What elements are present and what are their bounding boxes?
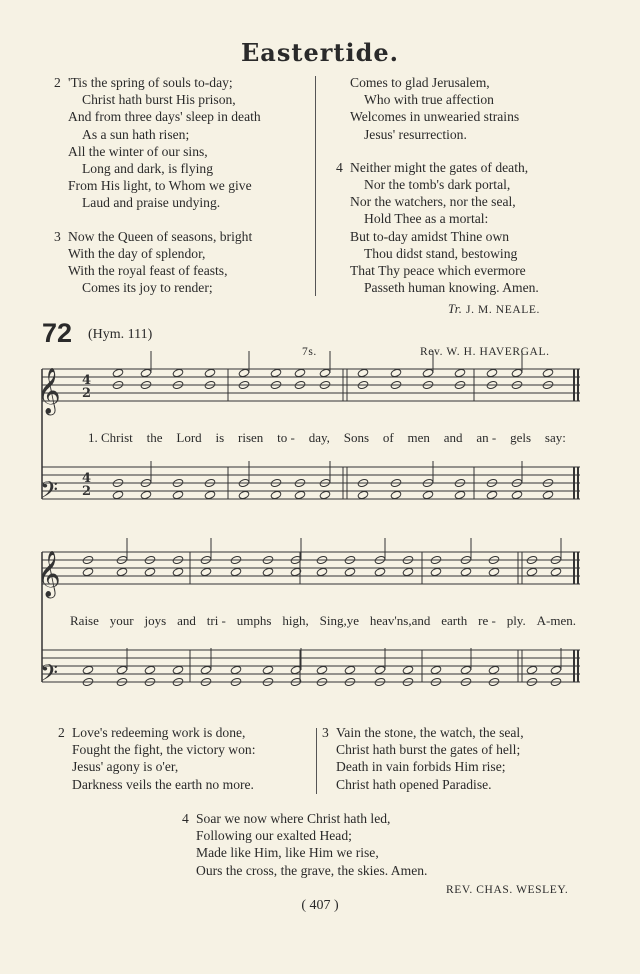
svg-text:2: 2 (82, 484, 92, 499)
note-head (116, 665, 128, 674)
note-head (172, 567, 184, 576)
note-head (390, 490, 402, 499)
note-head (422, 368, 434, 377)
note-head (486, 368, 498, 377)
svg-text:𝄞: 𝄞 (37, 368, 61, 414)
note-head (82, 665, 94, 674)
note-head (454, 368, 466, 377)
note-head (112, 490, 124, 499)
note-head (238, 490, 250, 499)
note-head (270, 368, 282, 377)
note-head (422, 490, 434, 499)
note-head (550, 665, 562, 674)
note-head (230, 567, 242, 576)
note-head (200, 567, 212, 576)
note-head (238, 368, 250, 377)
note-head (454, 490, 466, 499)
note-head (542, 490, 554, 499)
note-head (374, 567, 386, 576)
note-head (511, 368, 523, 377)
note-head (172, 490, 184, 499)
svg-text:𝄢: 𝄢 (40, 659, 59, 692)
hymn-number: 72 (42, 318, 73, 348)
note-head (204, 368, 216, 377)
note-head (526, 665, 538, 674)
note-head (140, 368, 152, 377)
note-head (319, 368, 331, 377)
note-head (270, 490, 282, 499)
note-head (357, 368, 369, 377)
note-head (200, 665, 212, 674)
meter: 7s. (302, 346, 317, 358)
stanza-3-continued: Comes to glad Jerusalem, Who with true affection Welcomes in unwearied strains Jesus' resurrection. (350, 75, 520, 142)
note-head (550, 567, 562, 576)
lyrics-line-2: Raise your joys and tri - umphs high, Sing,ye heav'ns,and earth re - ply. A-men. (70, 613, 576, 628)
svg-text:4: 4 (82, 471, 92, 486)
lyrics-line-1: 1. Christ the Lord is risen to - day, Sons of men and an - gels say: (88, 430, 566, 445)
note-head (488, 665, 500, 674)
note-head (430, 665, 442, 674)
bottom-left-column: 2 Love's redeeming work is done, Fought the fight, the victory won: Jesus' agony is o'er, Darkness veils the earth no more. (58, 725, 256, 792)
translator-credit: Tr. J. M. NEALE. (448, 302, 540, 316)
svg-text:𝄢: 𝄢 (40, 476, 59, 509)
note-head (294, 368, 306, 377)
note-head (262, 567, 274, 576)
note-head (116, 567, 128, 576)
stanza-3: 3 Now the Queen of seasons, bright With the day of splendor, With the royal feast of feasts, Comes its joy to render; (54, 228, 253, 296)
note-head (390, 368, 402, 377)
note-head (144, 665, 156, 674)
note-head (82, 567, 94, 576)
note-head (526, 567, 538, 576)
note-head (460, 665, 472, 674)
note-head (204, 490, 216, 499)
page-number: ( 407 ) (301, 898, 339, 913)
note-head (140, 490, 152, 499)
note-head (230, 665, 242, 674)
note-head (316, 665, 328, 674)
note-head (402, 567, 414, 576)
note-head (172, 665, 184, 674)
bottom-column-divider (316, 728, 317, 794)
note-head (262, 665, 274, 674)
note-head (374, 665, 386, 674)
note-head (344, 665, 356, 674)
note-head (430, 567, 442, 576)
bottom-center-stanza: 4 Soar we now where Christ hath led, Following our exalted Head; Made like Him, like Him we rise, Ours the cross, the grave, the skies. Amen. (182, 811, 428, 878)
section-title: Eastertide. (241, 38, 399, 67)
note-head (542, 368, 554, 377)
note-head (488, 567, 500, 576)
note-head (486, 490, 498, 499)
stanza-4: 4 Neither might the gates of death, Nor the tomb's dark portal, Nor the watchers, nor the seal, Hold Thee as a mortal: But to-day amidst Thine own Thou didst stand, bestowing That Thy peace which evermore Passeth human knowing. Amen. (336, 159, 539, 296)
note-head (316, 567, 328, 576)
bottom-right-column: 3 Vain the stone, the watch, the seal, Christ hath burst the gates of hell; Death in vain forbids Him rise; Christ hath opened Paradise. (322, 725, 524, 792)
note-head (294, 490, 306, 499)
note-head (112, 368, 124, 377)
composer: Rev. W. H. HAVERGAL. (420, 346, 550, 358)
note-head (511, 490, 523, 499)
hymn-reference: (Hym. 111) (88, 327, 153, 342)
note-head (172, 368, 184, 377)
note-head (319, 490, 331, 499)
note-head (402, 665, 414, 674)
svg-text:2: 2 (82, 386, 92, 401)
note-head (144, 567, 156, 576)
author-credit: REV. CHAS. WESLEY. (446, 884, 569, 896)
note-head (460, 567, 472, 576)
note-head (344, 567, 356, 576)
svg-text:4: 4 (82, 373, 92, 388)
stanza-2: 2 'Tis the spring of souls to-day; Christ hath burst His prison, And from three days' sleep in death As a sun hath risen; All the winter of our sins, Long and dark, is flying From His light, to Whom we give Laud and praise undying. (54, 75, 261, 211)
note-head (357, 490, 369, 499)
svg-text:𝄞: 𝄞 (37, 551, 61, 597)
